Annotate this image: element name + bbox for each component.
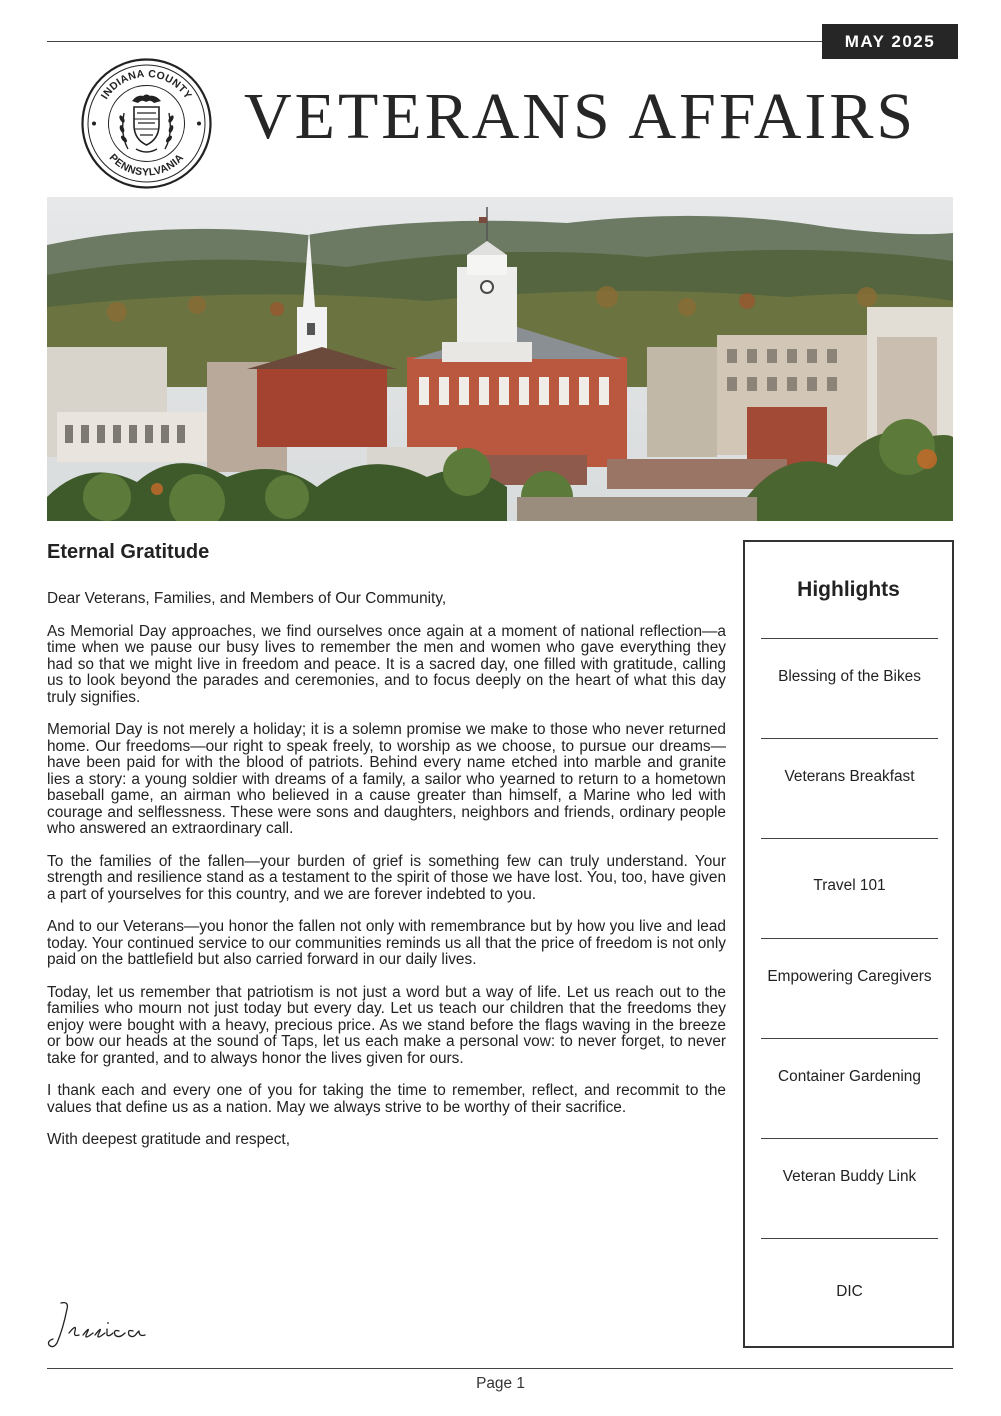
highlight-item-travel-101: Travel 101	[813, 877, 886, 894]
highlight-item-veterans-breakfast: Veterans Breakfast	[784, 768, 915, 785]
header-rule	[47, 41, 822, 42]
article-paragraph: Memorial Day is not merely a holiday; it is a solemn promise we make to those who never returned home. Our freedoms—our right to speak freely, to worship as we choose, to pursue our dreams—have been paid for with the blood of patriots. Behind every name etched into marble and granite lies a story: a young soldier with dreams of a family, a sailor who yearned to return to a hometown baseball game, an airman who believed in a cause greater than himself, a Marine who led with courage and selflessness. These were sons and daughters, neighbors and friends, ordinary people who answered an extraordinary call.	[47, 721, 726, 837]
sidebar-divider	[761, 638, 938, 639]
sidebar-divider	[761, 738, 938, 739]
sidebar-divider	[761, 838, 938, 839]
county-seal-icon	[80, 57, 213, 190]
sidebar-divider	[761, 1138, 938, 1139]
article-paragraph: To the families of the fallen—your burden of grief is something few can truly understand. Your strength and resilience stand as a testament to the spirit of those we have lost. You, too, have given a part of yourselves for this country, and we are forever indebted to you.	[47, 852, 726, 903]
sidebar-divider	[761, 938, 938, 939]
hero-photo	[47, 197, 953, 521]
highlights-sidebar	[743, 540, 954, 1348]
article-salutation: Dear Veterans, Families, and Members of Our Community,	[47, 590, 447, 607]
article-paragraph: I thank each and every one of you for taking the time to remember, reflect, and recommit to the values that define us as a nation. May we always strive to be worthy of their sacrifice.	[47, 1082, 726, 1116]
highlight-item-container-gardening: Container Gardening	[778, 1068, 921, 1085]
footer-rule	[47, 1368, 953, 1369]
sidebar-title: Highlights	[797, 578, 900, 601]
highlight-item-dic: DIC	[836, 1283, 863, 1300]
svg-text:INDIANA COUNTY: INDIANA COUNTY	[98, 67, 195, 102]
page-number: Page 1	[476, 1375, 525, 1392]
article-paragraph: Today, let us remember that patriotism is not just a word but a way of life. Let us reach out to the families who mourn not just today but every day. Let us teach our children that the freedoms they enjoy were bought with a heavy, precious price. As we stand before the flags waving in the breeze or bow our heads at the sound of Taps, let us each make a personal vow: to never forget, to never take for granted, and to always honor the lives given for ours.	[47, 983, 726, 1067]
article-title: Eternal Gratitude	[47, 541, 210, 563]
highlight-item-blessing-of-the-bikes: Blessing of the Bikes	[778, 668, 921, 685]
article-closing: With deepest gratitude and respect,	[47, 1131, 290, 1148]
sidebar-divider	[761, 1038, 938, 1039]
sidebar-divider	[761, 1238, 938, 1239]
masthead-title: VETERANS AFFAIRS	[244, 80, 917, 153]
article	[47, 540, 726, 1165]
signature-icon	[47, 1295, 157, 1355]
issue-date-badge: MAY 2025	[822, 24, 958, 59]
town-courthouse-photo-icon	[47, 197, 953, 521]
article-paragraph: And to our Veterans—you honor the fallen not only with remembrance but by how you live and lead today. Your continued service to our communities reminds us all that the price of freedom is not only paid on the battlefield but also carried forward in our daily lives.	[47, 918, 726, 968]
article-paragraph: As Memorial Day approaches, we find ourselves once again at a moment of national reflection—a time when we pause our busy lives to remember the men and women who gave everything they had so that we might live in freedom and peace. It is a sacred day, one filled with gratitude, calling us to look beyond the parades and ceremonies, and to focus deeply on the heart of what this day truly signifies.	[47, 622, 726, 706]
svg-text:PENNSYLVANIA: PENNSYLVANIA	[106, 151, 187, 179]
highlight-item-empowering-caregivers: Empowering Caregivers	[767, 968, 932, 985]
highlight-item-veteran-buddy-link: Veteran Buddy Link	[782, 1168, 917, 1185]
